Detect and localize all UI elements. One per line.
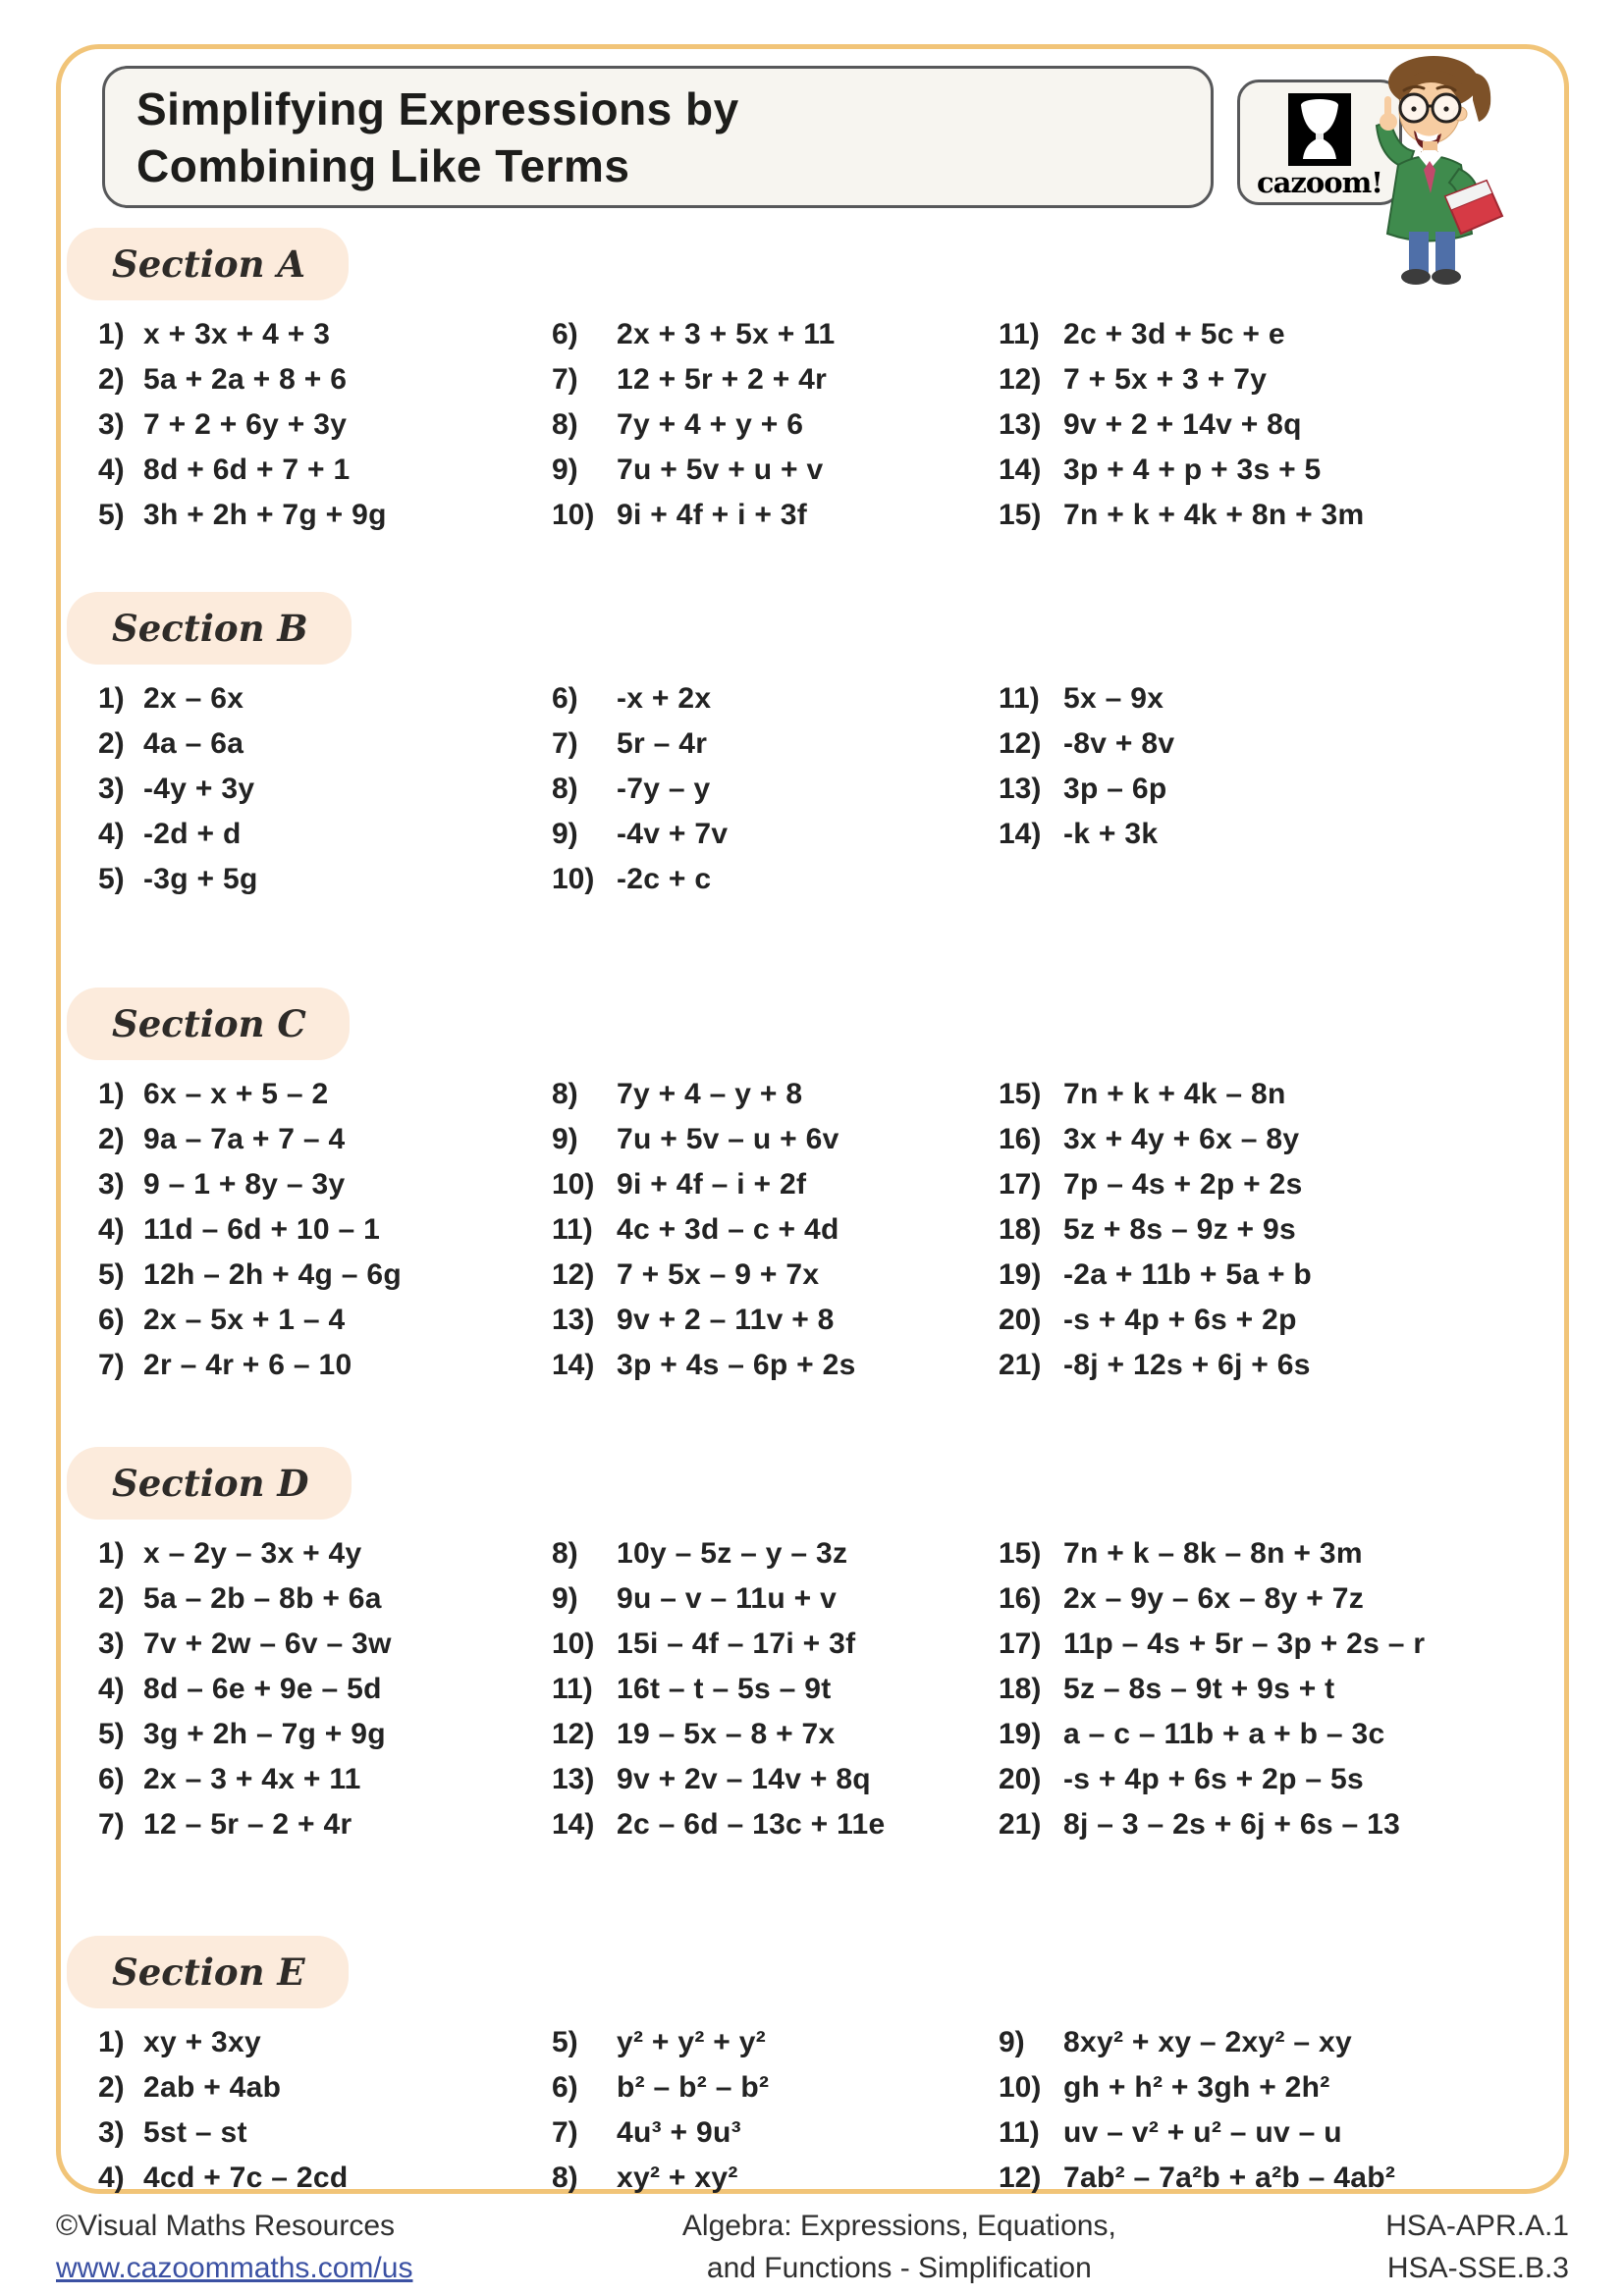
item-number: 10) xyxy=(552,1168,595,1201)
item-expression: -4v + 7v xyxy=(617,818,729,850)
item-number: 4) xyxy=(98,454,125,486)
list-item xyxy=(552,2110,999,2156)
list-item xyxy=(98,2156,552,2201)
item-number: 2) xyxy=(98,727,125,760)
item-number: 7) xyxy=(98,1808,125,1841)
item-number: 21) xyxy=(999,1349,1042,1381)
list-item xyxy=(98,1712,552,1757)
section-column xyxy=(999,312,1564,538)
list-item xyxy=(552,1622,999,1667)
item-number: 7) xyxy=(552,727,578,760)
item-expression: 9 – 1 + 8y – 3y xyxy=(143,1168,346,1201)
list-item xyxy=(98,857,552,902)
item-number: 8) xyxy=(552,408,578,441)
item-number: 6) xyxy=(552,682,578,715)
list-item xyxy=(999,1622,1564,1667)
item-number: 17) xyxy=(999,1628,1042,1660)
section-column xyxy=(999,2020,1564,2201)
list-item xyxy=(98,493,552,538)
section-header: Section C xyxy=(67,988,350,1060)
list-item xyxy=(999,2156,1564,2201)
item-expression: gh + h² + 3gh + 2h² xyxy=(1063,2071,1330,2104)
list-item xyxy=(552,1712,999,1757)
item-expression: 4c + 3d – c + 4d xyxy=(617,1213,839,1246)
item-expression: 7 + 5x – 9 + 7x xyxy=(617,1258,820,1291)
item-expression: 9u – v – 11u + v xyxy=(617,1582,838,1615)
item-number: 13) xyxy=(552,1763,595,1795)
item-number: 16) xyxy=(999,1582,1042,1615)
item-number: 13) xyxy=(552,1304,595,1336)
item-expression: 12 + 5r + 2 + 4r xyxy=(617,363,828,396)
item-expression: 7n + k + 4k + 8n + 3m xyxy=(1063,499,1365,531)
item-number: 11) xyxy=(552,1673,593,1705)
item-number: 2) xyxy=(98,1123,125,1155)
section-column xyxy=(552,1072,999,1388)
item-expression: 8d + 6d + 7 + 1 xyxy=(143,454,351,486)
section-body xyxy=(61,2020,1564,2201)
item-number: 14) xyxy=(552,1349,595,1381)
list-item xyxy=(999,1207,1564,1253)
item-expression: x – 2y – 3x + 4y xyxy=(143,1537,362,1570)
list-item xyxy=(98,1117,552,1162)
item-number: 3) xyxy=(98,2116,125,2149)
item-number: 14) xyxy=(999,454,1042,486)
list-item xyxy=(999,1576,1564,1622)
item-number: 12) xyxy=(999,2162,1042,2194)
list-item xyxy=(552,1253,999,1298)
item-number: 5) xyxy=(552,2026,578,2058)
list-item xyxy=(98,402,552,448)
list-item xyxy=(999,1712,1564,1757)
item-expression: 2x + 3 + 5x + 11 xyxy=(617,318,836,350)
item-number: 10) xyxy=(552,863,595,895)
list-item xyxy=(999,1802,1564,1847)
item-number: 3) xyxy=(98,1628,125,1660)
item-number: 9) xyxy=(552,1123,578,1155)
list-item xyxy=(98,676,552,721)
list-item xyxy=(552,2065,999,2110)
item-number: 13) xyxy=(999,408,1042,441)
list-item xyxy=(98,2110,552,2156)
item-number: 11) xyxy=(999,2116,1040,2149)
list-item xyxy=(552,1576,999,1622)
list-item xyxy=(999,1253,1564,1298)
list-item xyxy=(999,2110,1564,2156)
item-number: 1) xyxy=(98,682,125,715)
list-item xyxy=(98,1576,552,1622)
title-line-1: Simplifying Expressions by xyxy=(136,82,739,134)
item-number: 9) xyxy=(552,818,578,850)
footer xyxy=(56,2205,1569,2289)
list-item xyxy=(98,1162,552,1207)
item-number: 7) xyxy=(552,2116,578,2149)
list-item xyxy=(999,448,1564,493)
item-number: 5) xyxy=(98,1718,125,1750)
standard-code-1: HSA-APR.A.1 xyxy=(1385,2210,1569,2242)
section-header: Section D xyxy=(67,1447,352,1520)
list-item xyxy=(552,1162,999,1207)
list-item xyxy=(98,1531,552,1576)
item-expression: 12h – 2h + 4g – 6g xyxy=(143,1258,403,1291)
list-item xyxy=(552,1207,999,1253)
item-expression: xy + 3xy xyxy=(143,2026,262,2058)
item-expression: 3p + 4 + p + 3s + 5 xyxy=(1063,454,1322,486)
item-number: 20) xyxy=(999,1763,1042,1795)
section-column xyxy=(999,1531,1564,1847)
list-item xyxy=(98,1072,552,1117)
list-item xyxy=(98,767,552,812)
item-number: 5) xyxy=(98,863,125,895)
item-expression: 10y – 5z – y – 3z xyxy=(617,1537,848,1570)
list-item xyxy=(552,1117,999,1162)
item-number: 16) xyxy=(999,1123,1042,1155)
list-item xyxy=(999,357,1564,402)
item-number: 14) xyxy=(999,818,1042,850)
item-expression: 5x – 9x xyxy=(1063,682,1164,715)
list-item xyxy=(999,1757,1564,1802)
website-link[interactable]: www.cazoommaths.com/us xyxy=(56,2252,413,2284)
item-number: 20) xyxy=(999,1304,1042,1336)
worksheet-header xyxy=(102,66,1564,208)
item-expression: uv – v² + u² – uv – u xyxy=(1063,2116,1342,2149)
item-number: 11) xyxy=(999,682,1040,715)
footer-topic-block xyxy=(682,2205,1116,2289)
item-number: 19) xyxy=(999,1718,1042,1750)
item-number: 11) xyxy=(552,1213,593,1246)
list-item xyxy=(98,312,552,357)
list-item xyxy=(98,1253,552,1298)
section-column xyxy=(552,676,999,902)
item-expression: 2r – 4r + 6 – 10 xyxy=(143,1349,352,1381)
item-number: 3) xyxy=(98,1168,125,1201)
item-expression: 5z – 8s – 9t + 9s + t xyxy=(1063,1673,1335,1705)
item-expression: 9v + 2 – 11v + 8 xyxy=(617,1304,835,1336)
section-column xyxy=(98,2020,552,2201)
item-expression: 2ab + 4ab xyxy=(143,2071,282,2104)
item-expression: -k + 3k xyxy=(1063,818,1159,850)
item-number: 18) xyxy=(999,1213,1042,1246)
item-number: 7) xyxy=(552,363,578,396)
item-expression: 3h + 2h + 7g + 9g xyxy=(143,499,387,531)
item-expression: 3x + 4y + 6x – 8y xyxy=(1063,1123,1300,1155)
list-item xyxy=(552,2156,999,2201)
item-number: 6) xyxy=(552,2071,578,2104)
item-number: 6) xyxy=(552,318,578,350)
item-expression: -x + 2x xyxy=(617,682,712,715)
list-item xyxy=(999,1531,1564,1576)
item-expression: 7u + 5v – u + 6v xyxy=(617,1123,839,1155)
item-number: 12) xyxy=(999,727,1042,760)
list-item xyxy=(98,1343,552,1388)
item-number: 10) xyxy=(999,2071,1042,2104)
title-box xyxy=(102,66,1214,208)
section-column xyxy=(999,676,1564,902)
section-column xyxy=(98,1531,552,1847)
item-expression: 8xy² + xy – 2xy² – xy xyxy=(1063,2026,1353,2058)
item-number: 2) xyxy=(98,363,125,396)
list-item xyxy=(552,402,999,448)
item-expression: -8v + 8v xyxy=(1063,727,1175,760)
item-expression: x + 3x + 4 + 3 xyxy=(143,318,331,350)
section-E xyxy=(61,1936,1564,2201)
item-number: 3) xyxy=(98,773,125,805)
list-item xyxy=(98,1622,552,1667)
page-border xyxy=(56,44,1569,2194)
item-number: 7) xyxy=(98,1349,125,1381)
cazoom-drum-icon xyxy=(1288,93,1351,166)
item-number: 9) xyxy=(552,1582,578,1615)
list-item xyxy=(999,721,1564,767)
section-D xyxy=(61,1447,1564,1847)
item-expression: 2x – 3 + 4x + 11 xyxy=(143,1763,361,1795)
item-number: 2) xyxy=(98,2071,125,2104)
item-number: 17) xyxy=(999,1168,1042,1201)
item-number: 11) xyxy=(999,318,1040,350)
footer-standards-block xyxy=(1385,2205,1569,2289)
item-number: 3) xyxy=(98,408,125,441)
item-expression: -s + 4p + 6s + 2p – 5s xyxy=(1063,1763,1364,1795)
footer-copyright-block xyxy=(56,2205,412,2289)
list-item xyxy=(98,1207,552,1253)
list-item xyxy=(999,2020,1564,2065)
list-item xyxy=(552,1757,999,1802)
list-item xyxy=(98,1298,552,1343)
section-column xyxy=(552,312,999,538)
section-column xyxy=(98,676,552,902)
copyright-text: ©Visual Maths Resources xyxy=(56,2210,396,2242)
page-title xyxy=(136,80,739,194)
item-expression: -2d + d xyxy=(143,818,242,850)
item-expression: 9a – 7a + 7 – 4 xyxy=(143,1123,346,1155)
list-item xyxy=(999,1162,1564,1207)
item-expression: 2c – 6d – 13c + 11e xyxy=(617,1808,886,1841)
item-number: 15) xyxy=(999,499,1042,531)
item-expression: 7u + 5v + u + v xyxy=(617,454,824,486)
section-column xyxy=(98,312,552,538)
list-item xyxy=(552,1298,999,1343)
list-item xyxy=(552,1531,999,1576)
list-item xyxy=(98,1757,552,1802)
item-expression: 7ab² – 7a²b + a²b – 4ab² xyxy=(1063,2162,1396,2194)
item-expression: 11p – 4s + 5r – 3p + 2s – r xyxy=(1063,1628,1426,1660)
item-expression: -2a + 11b + 5a + b xyxy=(1063,1258,1313,1291)
item-expression: -s + 4p + 6s + 2p xyxy=(1063,1304,1297,1336)
list-item xyxy=(552,812,999,857)
item-expression: 7n + k + 4k – 8n xyxy=(1063,1078,1286,1110)
list-item xyxy=(98,812,552,857)
list-item xyxy=(999,493,1564,538)
sections-container xyxy=(61,228,1564,2201)
item-number: 8) xyxy=(552,1078,578,1110)
list-item xyxy=(552,1072,999,1117)
list-item xyxy=(999,767,1564,812)
section-body xyxy=(61,312,1564,538)
list-item xyxy=(98,2020,552,2065)
item-expression: 5z + 8s – 9z + 9s xyxy=(1063,1213,1296,1246)
item-expression: -4y + 3y xyxy=(143,773,255,805)
section-body xyxy=(61,1072,1564,1388)
item-number: 19) xyxy=(999,1258,1042,1291)
item-expression: xy² + xy² xyxy=(617,2162,738,2194)
item-expression: 4a – 6a xyxy=(143,727,244,760)
item-expression: 2x – 5x + 1 – 4 xyxy=(143,1304,346,1336)
list-item xyxy=(999,1667,1564,1712)
item-number: 8) xyxy=(552,773,578,805)
list-item xyxy=(999,676,1564,721)
item-expression: 11d – 6d + 10 – 1 xyxy=(143,1213,381,1246)
list-item xyxy=(552,357,999,402)
list-item xyxy=(98,1802,552,1847)
item-expression: 2x – 6x xyxy=(143,682,244,715)
section-header: Section A xyxy=(67,228,349,300)
item-expression: 16t – t – 5s – 9t xyxy=(617,1673,832,1705)
item-number: 15) xyxy=(999,1078,1042,1110)
title-line-2: Combining Like Terms xyxy=(136,139,630,191)
list-item xyxy=(999,1072,1564,1117)
item-expression: -2c + c xyxy=(617,863,712,895)
item-number: 1) xyxy=(98,318,125,350)
item-number: 9) xyxy=(999,2026,1025,2058)
item-expression: y² + y² + y² xyxy=(617,2026,767,2058)
list-item xyxy=(552,1667,999,1712)
list-item xyxy=(98,2065,552,2110)
item-expression: 9v + 2v – 14v + 8q xyxy=(617,1763,871,1795)
item-number: 6) xyxy=(98,1763,125,1795)
item-expression: 5a – 2b – 8b + 6a xyxy=(143,1582,382,1615)
section-column xyxy=(999,1072,1564,1388)
item-expression: 2c + 3d + 5c + e xyxy=(1063,318,1285,350)
section-column xyxy=(552,2020,999,2201)
item-number: 4) xyxy=(98,1673,125,1705)
item-expression: 7n + k – 8k – 8n + 3m xyxy=(1063,1537,1363,1570)
list-item xyxy=(999,1117,1564,1162)
item-expression: 5a + 2a + 8 + 6 xyxy=(143,363,348,396)
list-item xyxy=(552,721,999,767)
list-item xyxy=(999,812,1564,857)
item-expression: 7y + 4 – y + 8 xyxy=(617,1078,803,1110)
item-expression: 8j – 3 – 2s + 6j + 6s – 13 xyxy=(1063,1808,1401,1841)
topic-line-1: Algebra: Expressions, Equations, xyxy=(681,2210,1116,2242)
list-item xyxy=(552,312,999,357)
item-expression: 6x – x + 5 – 2 xyxy=(143,1078,329,1110)
item-number: 1) xyxy=(98,1537,125,1570)
item-expression: b² – b² – b² xyxy=(617,2071,770,2104)
item-number: 21) xyxy=(999,1808,1042,1841)
list-item xyxy=(552,767,999,812)
item-number: 10) xyxy=(552,499,595,531)
standard-code-2: HSA-SSE.B.3 xyxy=(1386,2252,1569,2284)
list-item xyxy=(98,721,552,767)
item-number: 18) xyxy=(999,1673,1042,1705)
item-expression: 2x – 9y – 6x – 8y + 7z xyxy=(1063,1582,1365,1615)
item-expression: 3g + 2h – 7g + 9g xyxy=(143,1718,386,1750)
item-expression: 3p – 6p xyxy=(1063,773,1167,805)
item-number: 1) xyxy=(98,2026,125,2058)
item-expression: 9v + 2 + 14v + 8q xyxy=(1063,408,1302,441)
list-item xyxy=(98,1667,552,1712)
item-expression: 7v + 2w – 6v – 3w xyxy=(143,1628,392,1660)
item-number: 5) xyxy=(98,499,125,531)
list-item xyxy=(999,312,1564,357)
item-expression: a – c – 11b + a + b – 3c xyxy=(1063,1718,1385,1750)
item-number: 12) xyxy=(999,363,1042,396)
list-item xyxy=(98,448,552,493)
teacher-illustration xyxy=(1347,47,1516,291)
list-item xyxy=(552,857,999,902)
item-expression: 12 – 5r – 2 + 4r xyxy=(143,1808,352,1841)
list-item xyxy=(999,1343,1564,1388)
item-number: 15) xyxy=(999,1537,1042,1570)
item-number: 4) xyxy=(98,818,125,850)
list-item xyxy=(999,402,1564,448)
list-item xyxy=(999,2065,1564,2110)
item-number: 13) xyxy=(999,773,1042,805)
item-number: 6) xyxy=(98,1304,125,1336)
item-number: 12) xyxy=(552,1258,595,1291)
item-expression: 4u³ + 9u³ xyxy=(617,2116,741,2149)
item-expression: 9i + 4f + i + 3f xyxy=(617,499,808,531)
item-expression: 7y + 4 + y + 6 xyxy=(617,408,804,441)
item-expression: 8d – 6e + 9e – 5d xyxy=(143,1673,382,1705)
item-expression: 7 + 5x + 3 + 7y xyxy=(1063,363,1268,396)
list-item xyxy=(98,357,552,402)
item-number: 10) xyxy=(552,1628,595,1660)
item-expression: 5r – 4r xyxy=(617,727,708,760)
list-item xyxy=(999,1298,1564,1343)
item-expression: 3p + 4s – 6p + 2s xyxy=(617,1349,856,1381)
item-number: 4) xyxy=(98,1213,125,1246)
topic-line-2: and Functions - Simplification xyxy=(706,2252,1092,2284)
item-expression: -8j + 12s + 6j + 6s xyxy=(1063,1349,1311,1381)
item-number: 4) xyxy=(98,2162,125,2194)
item-expression: -3g + 5g xyxy=(143,863,258,895)
list-item xyxy=(552,1802,999,1847)
item-number: 14) xyxy=(552,1808,595,1841)
item-number: 12) xyxy=(552,1718,595,1750)
section-C xyxy=(61,988,1564,1388)
item-number: 5) xyxy=(98,1258,125,1291)
item-expression: 19 – 5x – 8 + 7x xyxy=(617,1718,836,1750)
section-header: Section E xyxy=(67,1936,349,2008)
item-expression: 7p – 4s + 2p + 2s xyxy=(1063,1168,1303,1201)
item-number: 2) xyxy=(98,1582,125,1615)
section-body xyxy=(61,1531,1564,1847)
section-B xyxy=(61,592,1564,902)
list-item xyxy=(552,676,999,721)
section-column xyxy=(98,1072,552,1388)
section-A xyxy=(61,228,1564,538)
section-header: Section B xyxy=(67,592,352,665)
list-item xyxy=(552,448,999,493)
item-number: 9) xyxy=(552,454,578,486)
item-number: 1) xyxy=(98,1078,125,1110)
item-expression: 4cd + 7c – 2cd xyxy=(143,2162,349,2194)
list-item xyxy=(552,493,999,538)
list-item xyxy=(552,2020,999,2065)
item-expression: -7y – y xyxy=(617,773,711,805)
item-number: 8) xyxy=(552,2162,578,2194)
cazoom-logo-text: cazoom! xyxy=(1256,166,1383,199)
item-expression: 5st – st xyxy=(143,2116,247,2149)
section-body xyxy=(61,676,1564,902)
item-expression: 9i + 4f – i + 2f xyxy=(617,1168,807,1201)
item-expression: 7 + 2 + 6y + 3y xyxy=(143,408,348,441)
section-column xyxy=(552,1531,999,1847)
item-expression: 15i – 4f – 17i + 3f xyxy=(617,1628,856,1660)
item-number: 8) xyxy=(552,1537,578,1570)
list-item xyxy=(552,1343,999,1388)
